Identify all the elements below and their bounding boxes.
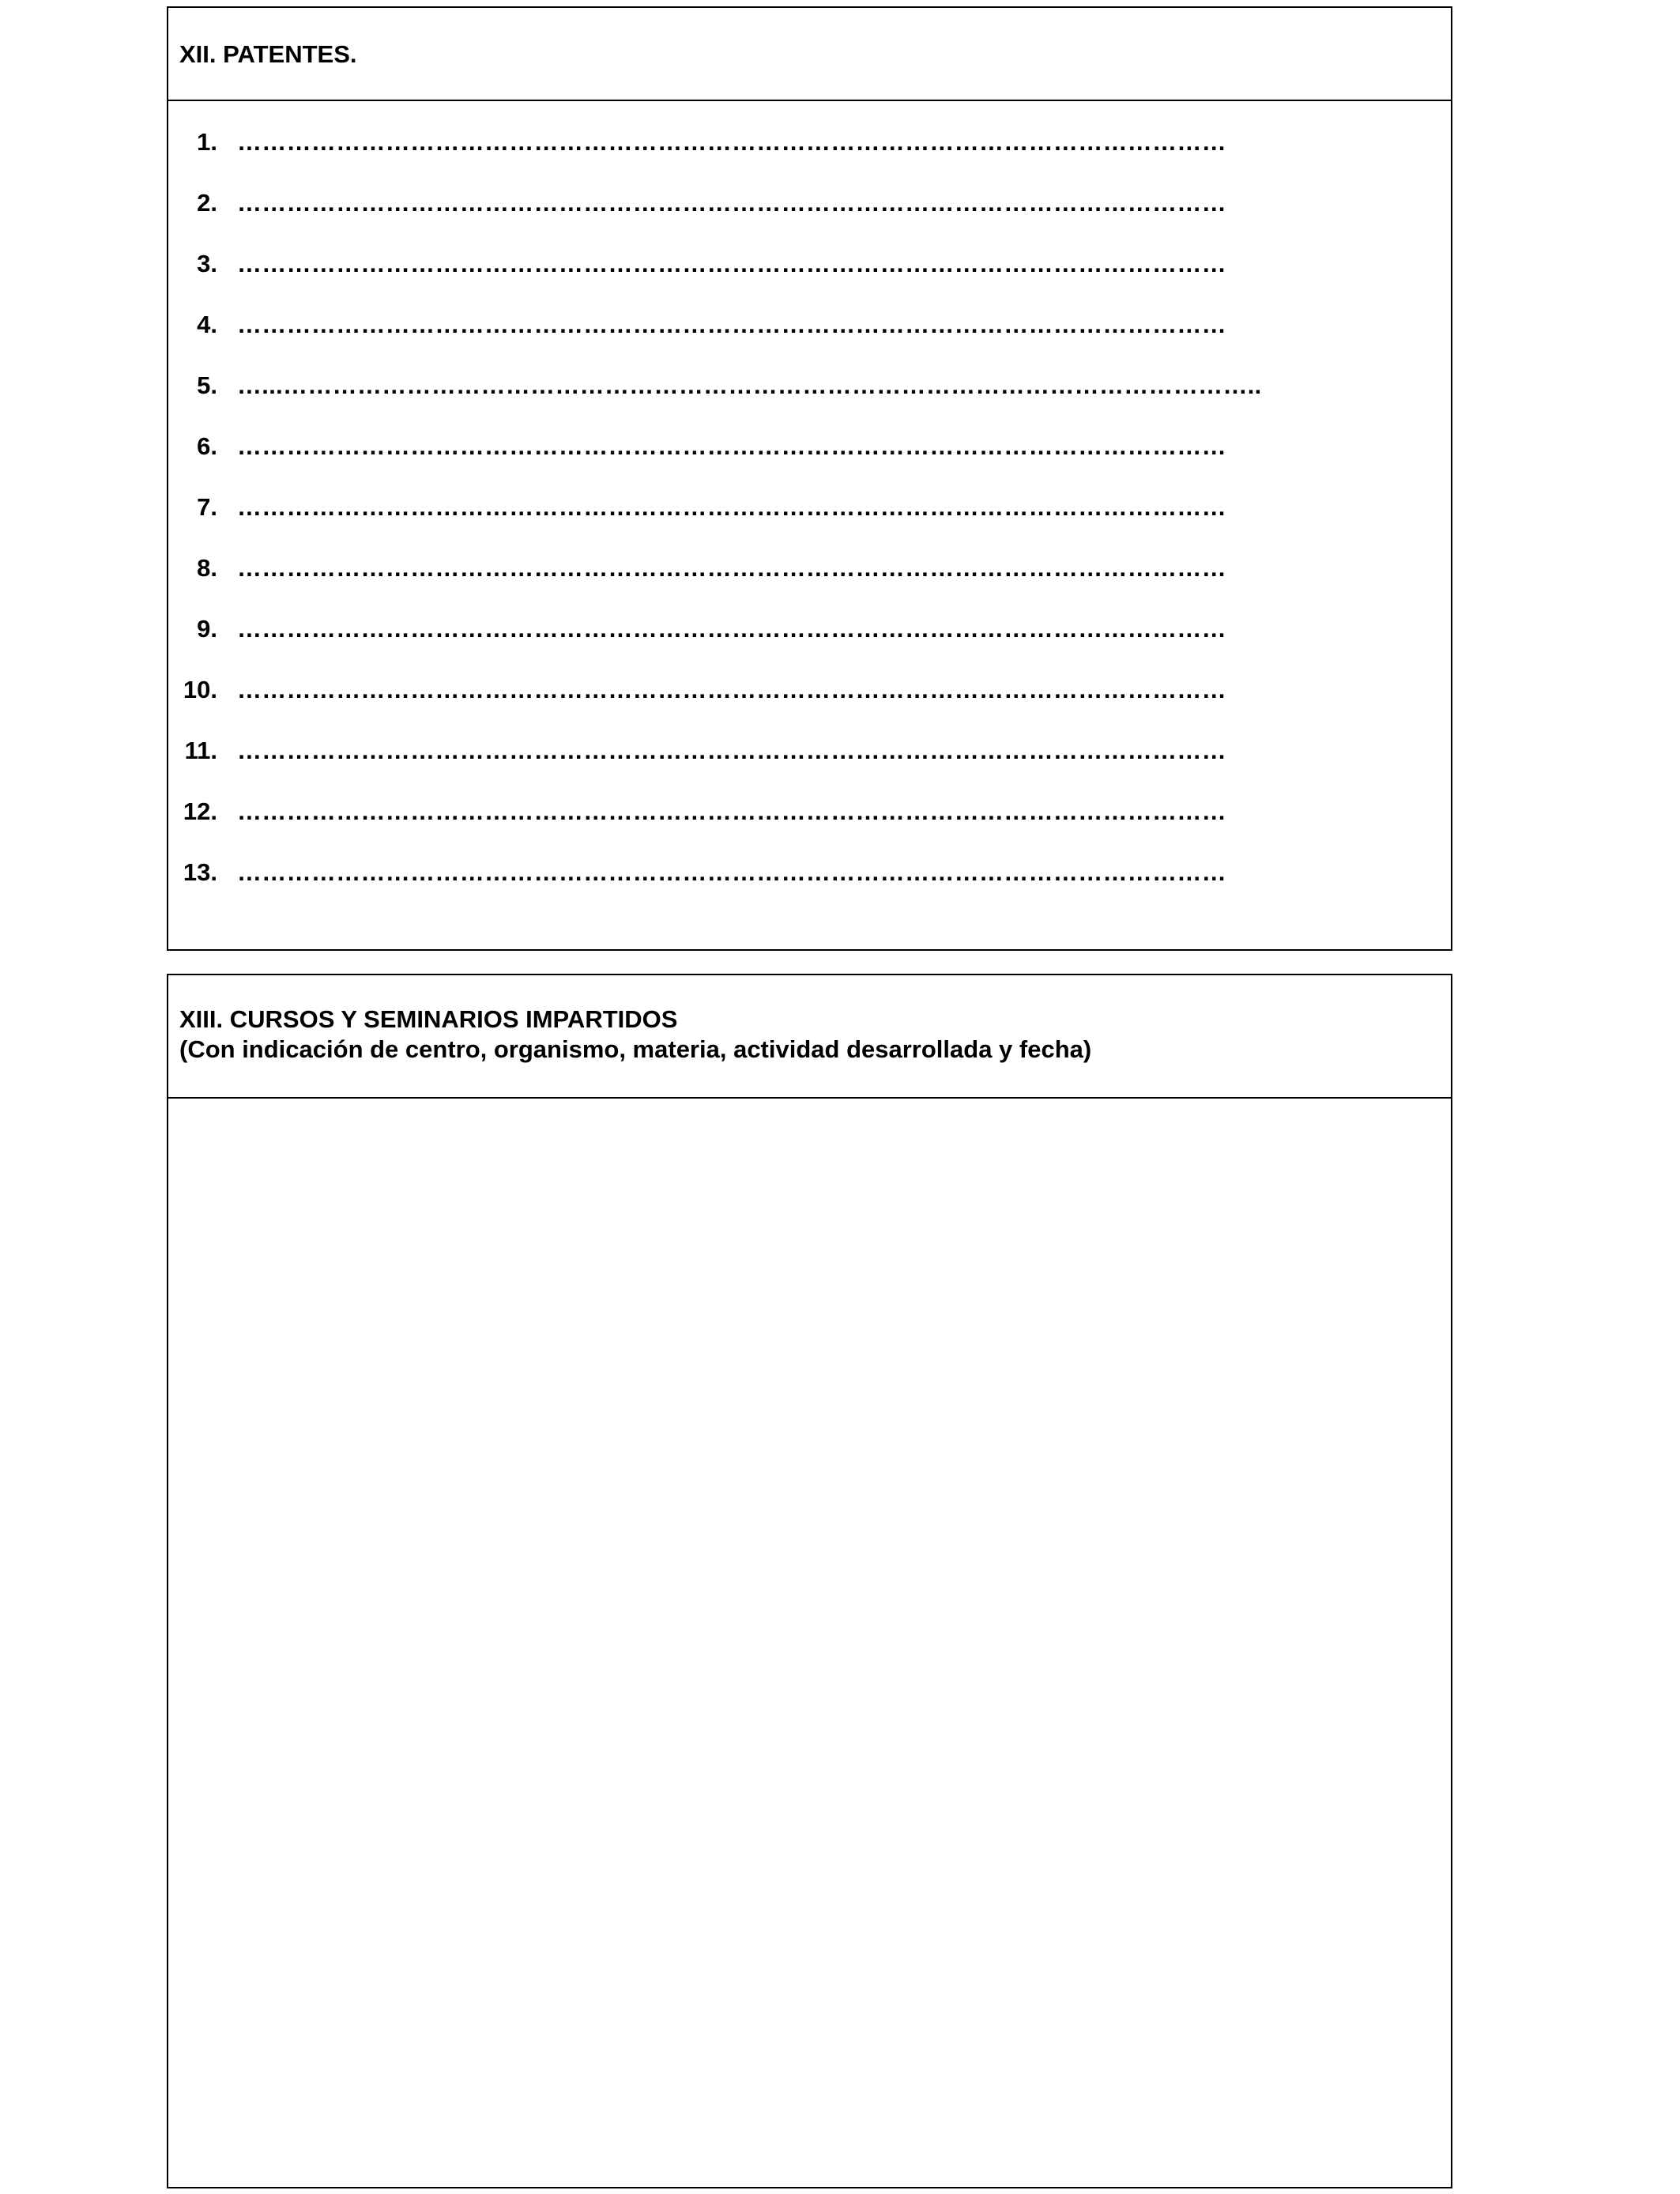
patente-entry-field[interactable]: …………………………………………………………………………………………………………	[237, 615, 1226, 643]
patente-row-2	[168, 187, 1451, 248]
patente-entry-field[interactable]: …………………………………………………………………………………………………………	[237, 554, 1226, 582]
cursos-subtitle: (Con indicación de centro, organismo, materia, actividad desarrollada y fecha)	[179, 1035, 1092, 1063]
patente-row-8	[168, 552, 1451, 613]
patente-row-6	[168, 431, 1451, 492]
patente-entry-field[interactable]: …………………………………………………………………………………………………………	[237, 250, 1226, 277]
patente-number: 4.	[197, 311, 217, 338]
patente-row-4	[168, 309, 1451, 370]
patentes-list	[168, 101, 1451, 918]
patente-entry-field[interactable]: …………………………………………………………………………………………………………	[237, 858, 1226, 886]
patente-row-9	[168, 613, 1451, 674]
patente-row-11	[168, 735, 1451, 796]
patente-number: 5.	[197, 371, 217, 399]
cursos-header	[168, 975, 1451, 1099]
patente-number: 13.	[183, 858, 217, 886]
patente-entry-field[interactable]: …………………………………………………………………………………………………………	[237, 311, 1226, 338]
patente-number: 9.	[197, 615, 217, 643]
patente-number: 11.	[184, 737, 217, 764]
patentes-title: XII. PATENTES.	[179, 40, 357, 68]
patente-row-3	[168, 248, 1451, 309]
patente-entry-field[interactable]: …………………………………………………………………………………………………………	[237, 676, 1226, 703]
patente-number: 10.	[183, 676, 217, 703]
patentes-section	[167, 6, 1452, 951]
patente-row-13	[168, 857, 1451, 918]
patente-entry-field[interactable]: …………………………………………………………………………………………………………	[237, 493, 1226, 521]
patente-number: 6.	[197, 432, 217, 460]
patente-number: 3.	[197, 250, 217, 277]
patente-row-1	[168, 126, 1451, 187]
patente-entry-field[interactable]: …………………………………………………………………………………………………………	[237, 737, 1226, 764]
patente-number: 1.	[197, 128, 217, 156]
patente-entry-field[interactable]: …………………………………………………………………………………………………………	[237, 797, 1226, 825]
cursos-section	[167, 974, 1452, 2188]
patente-entry-field[interactable]: …...………………………………………………………………………………………………………..	[237, 371, 1262, 399]
patente-row-10	[168, 674, 1451, 735]
patente-number: 7.	[197, 493, 217, 521]
patente-number: 8.	[197, 554, 217, 582]
patente-row-7	[168, 492, 1451, 552]
cursos-entry-area[interactable]	[168, 1099, 1451, 2187]
patente-entry-field[interactable]: …………………………………………………………………………………………………………	[237, 189, 1226, 217]
patentes-header	[168, 8, 1451, 101]
patente-row-12	[168, 796, 1451, 857]
patente-row-5	[168, 370, 1451, 431]
patente-entry-field[interactable]: …………………………………………………………………………………………………………	[237, 432, 1226, 460]
cursos-title: XIII. CURSOS Y SEMINARIOS IMPARTIDOS	[179, 1005, 678, 1033]
patente-number: 12.	[183, 797, 217, 825]
patente-entry-field[interactable]: …………………………………………………………………………………………………………	[237, 128, 1226, 156]
patente-number: 2.	[197, 189, 217, 217]
